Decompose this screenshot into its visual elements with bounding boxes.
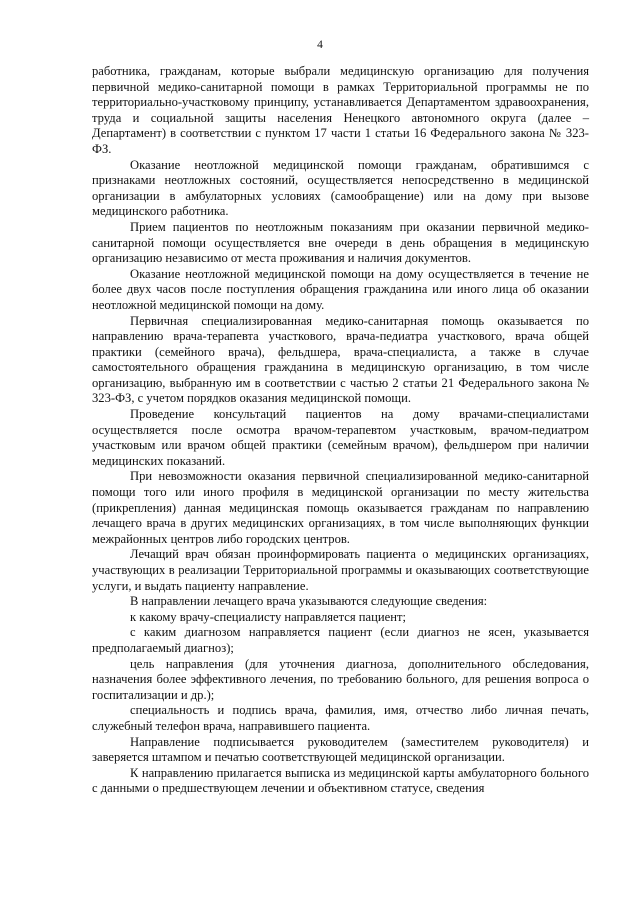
paragraph: Прием пациентов по неотложным показаниям при оказании первичной медико-санитарной помощи осуществляется вне очереди в день обращения в медицинскую организацию независимо от места проживания и наличия документов.	[92, 219, 589, 266]
paragraph: Оказание неотложной медицинской помощи на дому осуществляется в течение не более двух часов после поступления обращения гражданина или иного лица об оказании неотложной медицинской помощи на дому.	[92, 266, 589, 312]
paragraph: Направление подписывается руководителем (заместителем руководителя) и заверяется штампом и печатью соответствующей медицинской организации.	[92, 734, 589, 765]
paragraph: В направлении лечащего врача указываются следующие сведения:	[130, 594, 488, 609]
list-item: цель направления (для уточнения диагноза, дополнительного обследования, назначения более эффективного лечения, по требованию больного, для решения вопроса о госпитализации и др.);	[92, 656, 589, 702]
paragraph: Проведение консультаций пациентов на дому врачами-специалистами осуществляется после осмотра врачом-терапевтом участковым, врачом-педиатром участковым или врачом общей практики (семейным врачом), фельдшером при наличии медицинских показаний.	[92, 407, 589, 468]
paragraph: При невозможности оказания первичной специализированной медико-санитарной помощи того или иного профиля в медицинской организации по месту жительства (прикрепления) данная медицинская помощь оказывается гражданам по направлению лечащего врача в других медицинских организациях, в том числе выполняющих функции межрайонных центров либо городских центров.	[92, 469, 589, 546]
paragraph: К направлению прилагается выписка из медицинской карты амбулаторного больного с данными о предшествующем лечении и объективном статусе, сведения	[92, 765, 589, 796]
document-body	[92, 64, 589, 797]
list-item: к какому врачу-специалисту направляется пациент;	[130, 609, 406, 624]
list-item: с каким диагнозом направляется пациент (если диагноз не ясен, указывается предполагаемый диагноз);	[92, 625, 589, 655]
page-number: 4	[317, 39, 323, 51]
paragraph: Оказание неотложной медицинской помощи гражданам, обратившимся с признаками неотложных состояний, осуществляется непосредственно в медицинской организации в амбулаторных условиях (самообращение) или на дому при вызове медицинского работника.	[92, 157, 589, 219]
paragraph: Первичная специализированная медико-санитарная помощь оказывается по направлению врача-терапевта участкового, врача-педиатра участкового, врача общей практики (семейного врача), фельдшера, врача-специалиста, а также в случае самостоятельного обращения гражданина в медицинскую организацию, в том числе организацию, выбранную им в соответствии с частью 2 статьи 21 Федерального закона № 323-ФЗ, с учетом порядков оказания медицинской помощи.	[92, 313, 589, 406]
paragraph: Лечащий врач обязан проинформировать пациента о медицинских организациях, участвующих в реализации Территориальной программы и оказывающих соответствующие услуги, и выдать пациенту направление.	[92, 547, 589, 593]
list-item: специальность и подпись врача, фамилия, имя, отчество либо личная печать, служебный телефон врача, направившего пациента.	[92, 703, 589, 733]
paragraph: работника, гражданам, которые выбрали медицинскую организацию для получения первичной медико-санитарной помощи в рамках Территориальной программы не по территориально-участковому принципу, устанавливается Департаментом здравоохранения, труда и социальной защиты населения Ненецкого автономного округа (далее – Департамент) в соответствии с пунктом 17 части 1 статьи 16 Федерального закона № 323-ФЗ.	[92, 64, 589, 156]
